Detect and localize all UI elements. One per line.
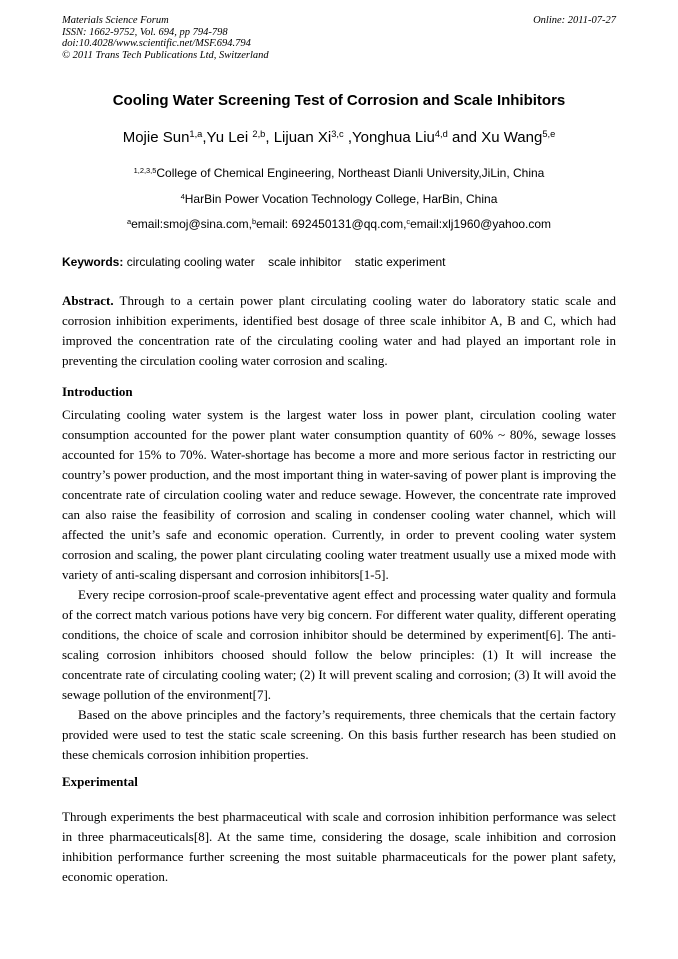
paragraph: Every recipe corrosion-proof scale-preventative agent effect and processing water quality and formula of the correct match various potions have very big concern. For different water quality, different operating conditions, the choice of scale and corrosion inhibitor should be determined by experiment[6]. The anti-scaling corrosion inhibitors choosed should follow the below principles: (1) It will increase the concentrate rate of circulating cooling water; (2) It will prevent scaling and corrosion; (3) It will avoid the sewage pollution of the environment[7]. [62, 587, 616, 702]
email-a[interactable]: email:smoj@sina.com, [131, 217, 252, 231]
doi-line: doi:10.4028/www.scientific.net/MSF.694.794 [62, 38, 251, 49]
journal-header [62, 15, 616, 61]
author-3: Lijuan Xi$^{3,c}$ [273, 128, 344, 146]
author-emails: $^a$email:smoj@sina.com,$^b$email: 692450131@qq.com,$^c$email:xlj1960@yahoo.com [126, 216, 552, 231]
email-b[interactable]: email: 692450131@qq.com, [256, 217, 407, 231]
author-1: Mojie Sun$^{1,a}$ [122, 128, 203, 146]
introduction-heading: Introduction [62, 384, 133, 399]
paragraph: Circulating cooling water system is the largest water loss in power plant, circulation cooling water consumption accounted for the power plant water consumption quantity of 60% ~ 80%, sewage losses accounted for 15% to 70%. Water-shortage has become a more and more serious factor in restricting our country’s power production, and the most important thing in water-saving of power plant is improving the concentrate rate of circulation cooling water and reduce sewage. However, the concentrate rate improved can also raise the feasibility of corrosion and scaling in condenser cooling water channel, which will affected the unit’s safe and economic operation. Currently, in order to prevent cooling water system corrosion and scaling, the power plant circulating cooling water treatment usually use a mixed mode with variety of anti-scaling dispersant and corrosion inhibitors[1-5]. [62, 407, 616, 582]
experimental-heading: Experimental [62, 774, 138, 789]
author-5: Xu Wang$^{5,e}$ [481, 128, 556, 146]
copyright-line: © 2011 Trans Tech Publications Ltd, Switzerland [62, 49, 269, 61]
abstract [62, 291, 616, 371]
keywords [62, 255, 616, 269]
introduction-body [62, 405, 616, 765]
paragraph: Through experiments the best pharmaceutical with scale and corrosion inhibition performance was select in three pharmaceuticals[8]. At the same time, considering the dosage, scale inhibition and corrosion inhibition performance further screening the most suitable pharmaceuticals for the power plant safety, economic operation. [62, 809, 616, 884]
abstract-text: Through to a certain power plant circulating cooling water do laboratory static scale and corrosion inhibition experiments, identified best dosage of three scale inhibitor A, B and C, which had improved the concentration rate of the circulating cooling water and had played an important role in preventing the circulation cooling water corrosion and scaling. [62, 293, 616, 368]
paragraph: Based on the above principles and the factory’s requirements, three chemicals that the certain factory provided were used to test the static scale screening. On this basis further research has been studied on these chemicals corrosion inhibition properties. [62, 707, 616, 762]
keywords-label: Keywords: [62, 255, 124, 269]
author-list: Mojie Sun$^{1,a}$,Yu Lei $^{2,b}$, Lijuan Xi$^{3,c}$ ,Yonghua Liu$^{4,d}$ and Xu Wang$^{5,e}$ [122, 128, 556, 146]
affiliation-2: $^4$HarBin Power Vocation Technology College, HarBin, China [180, 191, 498, 206]
email-c[interactable]: email:xlj1960@yahoo.com [410, 217, 552, 231]
issn-line: ISSN: 1662-9752, Vol. 694, pp 794-798 [62, 26, 228, 38]
affiliation-1: $^{1,2,3,5}$College of Chemical Engineering, Northeast Dianli University,JiLin, China [133, 165, 545, 180]
author-4: Yonghua Liu$^{4,d}$ [352, 128, 448, 146]
paper-title: Cooling Water Screening Test of Corrosion and Scale Inhibitors [112, 92, 566, 109]
journal-name: Materials Science Forum [62, 15, 169, 26]
abstract-label: Abstract. [62, 293, 114, 308]
author-2: Yu Lei $^{2,b}$ [206, 128, 266, 146]
online-date: Online: 2011-07-27 [533, 15, 616, 26]
keywords-text: circulating cooling water scale inhibitor static experiment [123, 255, 446, 269]
experimental-body [62, 807, 616, 887]
